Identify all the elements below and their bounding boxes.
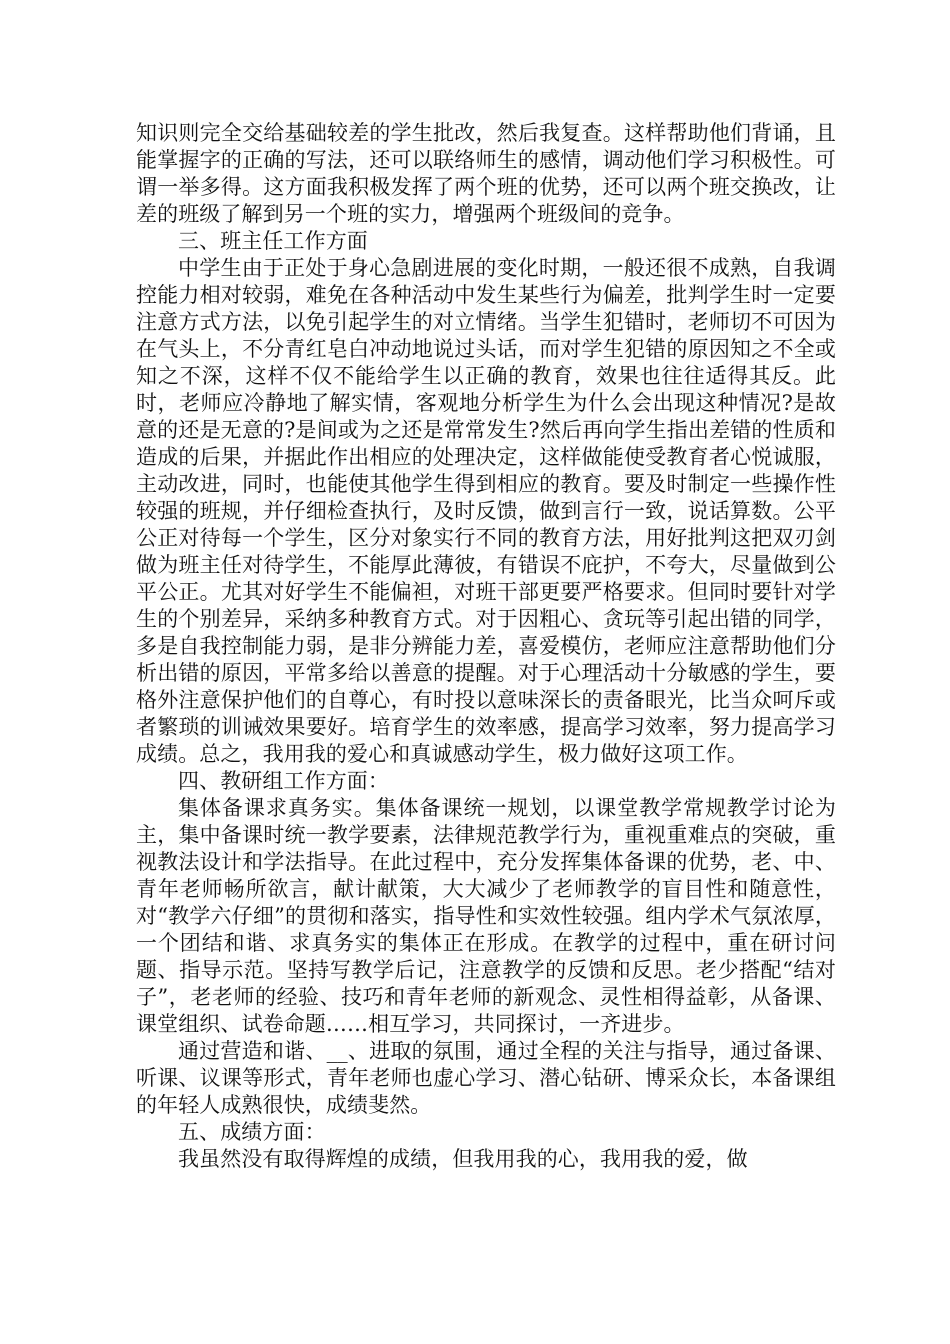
paragraph-achievements: 我虽然没有取得辉煌的成绩，但我用我的心，我用我的爱，做 <box>178 1147 748 1171</box>
document-body <box>136 120 836 1173</box>
paragraph-harmonious-atmosphere: 通过营造和谐、__、进取的氛围，通过全程的关注与指导，通过备课、听课、议课等形式，青年老师也虚心学习、潜心钻研、博采众长，本备课组的年轻人成熟很快，成绩斐然。 <box>136 1039 836 1117</box>
section-heading-class-teacher: 三、班主任工作方面 <box>178 229 368 253</box>
paragraph-collective-lesson-prep: 集体备课求真务实。集体备课统一规划，以课堂教学常规教学讨论为主，集中备课时统一教学要素，法律规范教学行为，重视重难点的突破，重视教法设计和学法指导。在此过程中，充分发挥集体备课的优势，老、中、青年老师畅所欲言，献计献策，大大减少了老师教学的盲目性和随意性，对“教学六仔细”的贯彻和落实，指导性和实效性较强。组内学术气氛浓厚，一个团结和谐、求真务实的集体正在形成。在教学的过程中，重在研讨问题、指导示范。坚持写教学后记，注意教学的反馈和反思。老少搭配“结对子”，老老师的经验、技巧和青年老师的新观念、灵性相得益彰，从备课、课堂组织、试卷命题……相互学习，共同探讨，一齐进步。 <box>136 796 836 1036</box>
section-heading-achievements: 五、成绩方面： <box>178 1120 326 1144</box>
paragraph-class-teacher: 中学生由于正处于身心急剧进展的变化时期，一般还很不成熟，自我调控能力相对较弱，难免在各种活动中发生某些行为偏差，批判学生时一定要注意方式方法，以免引起学生的对立情绪。当学生犯错时，老师切不可因为在气头上，不分青红皂白冲动地说过头话，而对学生犯错的原因知之不全或知之不深，这样不仅不能给学生以正确的教育，效果也往往适得其反。此时，老师应冷静地了解实情，客观地分析学生为什么会出现这种情况?是故意的还是无意的?是间或为之还是常常发生?然后再向学生指出差错的性质和造成的后果，并据此作出相应的处理决定，这样做能使受教育者心悦诚服，主动改进，同时，也能使其他学生得到相应的教育。要及时制定一些操作性较强的班规，并仔细检查执行，及时反馈，做到言行一致，说话算数。公平公正对待每一个学生，区分对象实行不同的教育方法，用好批判这把双刃剑做为班主任对待学生，不能厚此薄彼，有错误不庇护，不夸大，尽量做到公平公正。尤其对好学生不能偏袒，对班干部更要严格要求。但同时要针对学生的个别差异，采纳多种教育方式。对于因粗心、贪玩等引起出错的同学，多是自我控制能力弱，是非分辨能力差，喜爱模仿，老师应注意帮助他们分析出错的原因，平常多给以善意的提醒。对于心理活动十分敏感的学生，要格外注意保护他们的自尊心，有时投以意味深长的责备眼光，比当众呵斥或者繁琐的训诫效果要好。培育学生的效率感，提高学习效率，努力提高学习成绩。总之，我用我的爱心和真诚感动学生，极力做好这项工作。 <box>136 256 836 766</box>
section-heading-teaching-research: 四、教研组工作方面： <box>178 769 389 793</box>
paragraph-1: 知识则完全交给基础较差的学生批改，然后我复查。这样帮助他们背诵，且能掌握字的正确的写法，还可以联络师生的感情，调动他们学习积极性。可谓一举多得。这方面我积极发挥了两个班的优势，还可以两个班交换改，让差的班级了解到另一个班的实力，增强两个班级间的竞争。 <box>136 121 836 226</box>
